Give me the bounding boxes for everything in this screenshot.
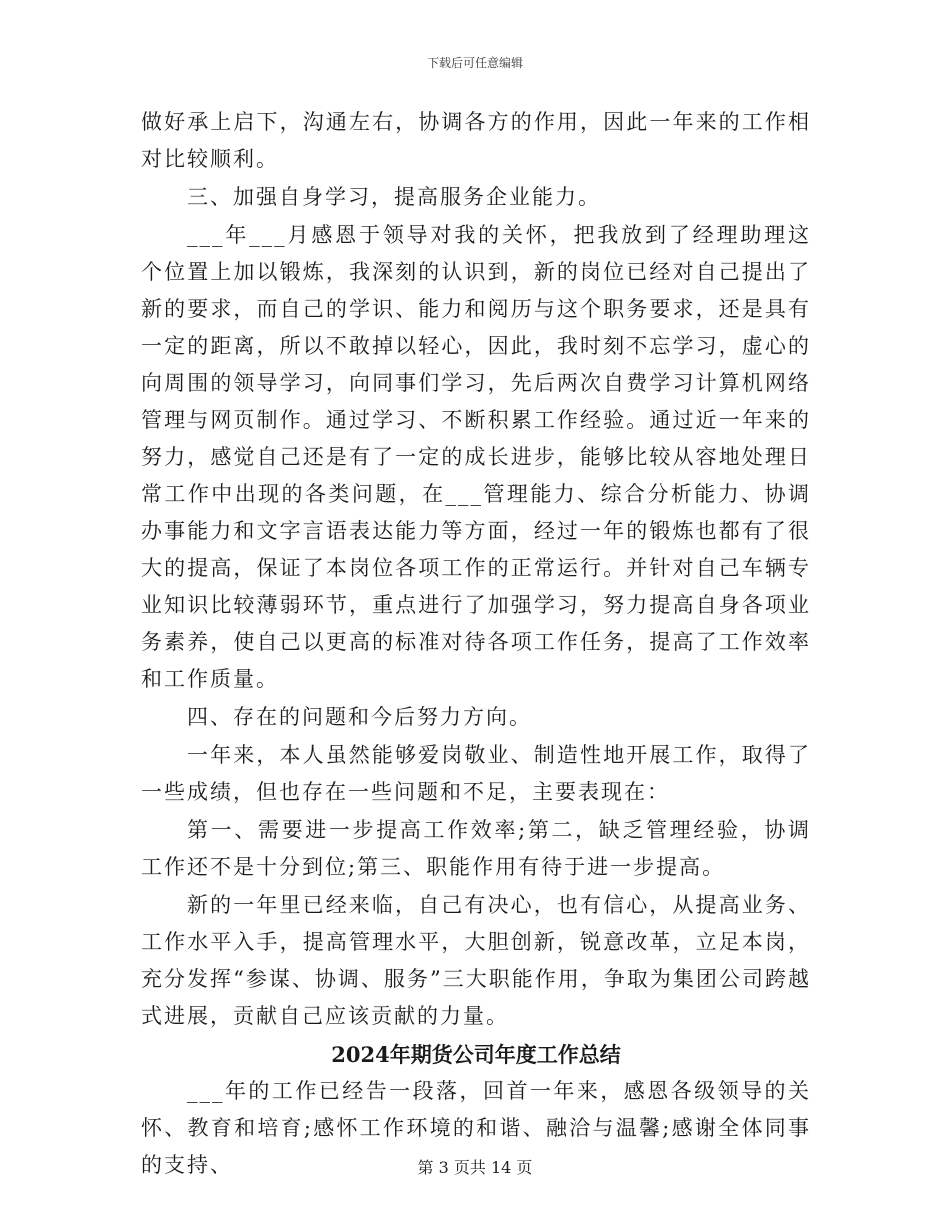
section-heading: 三、加强自身学习，提高服务企业能力。 [187,185,601,209]
paragraph: ___年___月感恩于领导对我的关怀，把我放到了经理助理这个位置上加以锻炼，我深刻的认识到，新的岗位已经对自己提出了新的要求，而自己的学识、能力和阅历与这个职务要求，还是具有一定的距离，所以不敢掉以轻心，因此，我时刻不忘学习，虚心的向周围的领导学习，向同事们学习，先后两次自费学习计算机网络管理与网页制作。通过学习、不断积累工作经验。通过近一年来的努力，感觉自己还是有了一定的成长进步，能够比较从容地处理日常工作中出现的各类问题，在___管理能力、综合分析能力、协调办事能力和文字言语表达能力等方面，经过一年的锻炼也都有了很大的提高，保证了本岗位各项工作的正常运行。并针对自己车辆专业知识比较薄弱环节，重点进行了加强学习，努力提高自身各项业务素养，使自己以更高的标准对待各项工作任务，提高了工作效率和工作质量。 [141,223,811,691]
paragraph: 做好承上启下，沟通左右，协调各方的作用，因此一年来的工作相对比较顺利。 [141,110,811,171]
section-heading: 四、存在的问题和今后努力方向。 [187,705,532,729]
paragraph: 一年来，本人虽然能够爱岗敬业、制造性地开展工作，取得了一些成绩，但也存在一些问题和不足，主要表现在： [141,743,811,804]
page-number: 第 3 页共 14 页 [417,1158,533,1177]
document-title: 2024年期货公司年度工作总结 [331,1042,621,1067]
page-header: 下载后可任意编辑 [426,56,523,70]
paragraph: 第一、需要进一步提高工作效率;第二，缺乏管理经验，协调工作还不是十分到位;第三、职能作用有待于进一步提高。 [141,818,811,879]
paragraph: ___年的工作已经告一段落，回首一年来，感恩各级领导的关怀、教育和培育;感怀工作环境的和谐、融洽与温馨;感谢全体同事的支持、 [141,1079,811,1177]
document-body [141,104,811,1185]
paragraph: 新的一年里已经来临，自己有决心，也有信心，从提高业务、工作水平入手，提高管理水平，大胆创新，锐意改革，立足本岗，充分发挥“参谋、协调、服务”三大职能作用，争取为集团公司跨越式进展，贡献自己应该贡献的力量。 [141,893,811,1028]
